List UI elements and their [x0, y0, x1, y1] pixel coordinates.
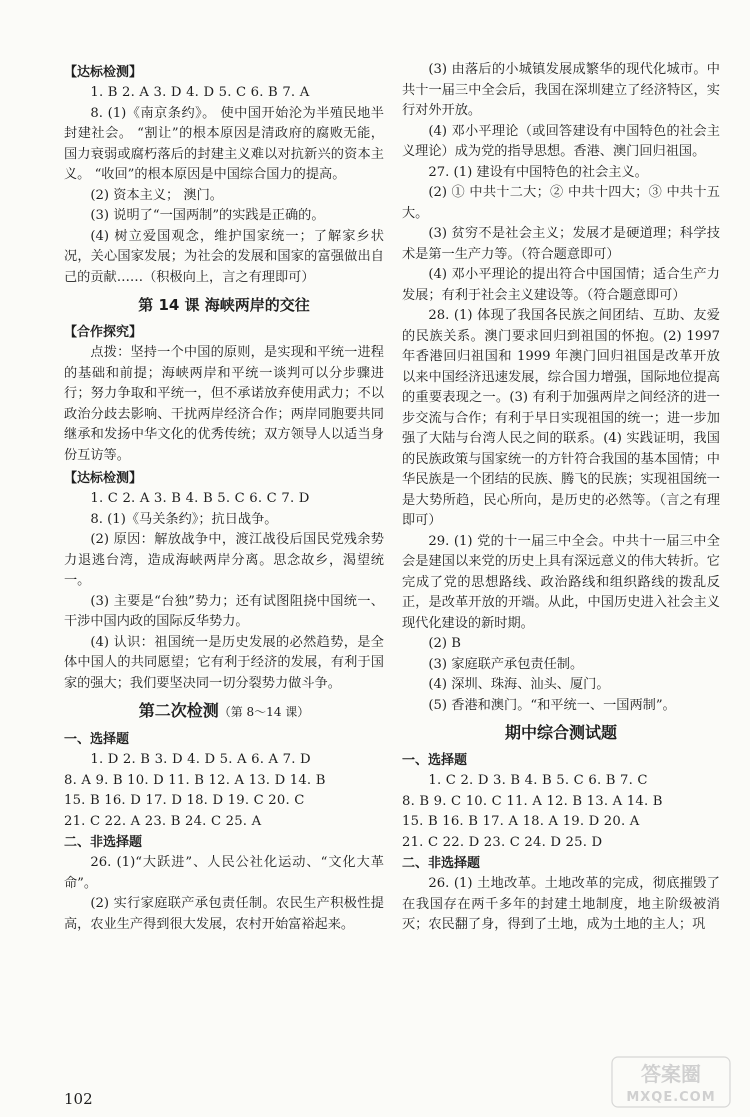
lesson-title: 第 14 课 海峡两岸的交往 [138, 296, 310, 314]
answer-27-1: 27. (1) 建设有中国特色的社会主义。 [428, 164, 648, 180]
midterm-answers-row3: 15. B 16. B 17. A 18. A 19. D 20. A [402, 814, 640, 829]
answer-8b-part3: (3) 主要是“台独”势力；还有试图阻挠中国统一、干涉中国内政的国际反华势力。 [64, 593, 384, 629]
left-column [64, 60, 384, 935]
section-tag-practice: 【达标检测】 [64, 65, 143, 80]
answer-26-3: (3) 由落后的小城镇发展成繁华的现代化城市。中共十一届三中全会后，我国在深圳建立了经济特区，实行对外开放。 [402, 62, 720, 118]
answer-8-part4: (4) 树立爱国观念，维护国家统一；了解家乡状况，关心国家发展；为社会的发展和国家的富强做出自己的贡献……（积极向上，言之有理即可） [64, 228, 384, 285]
test2-answers-row2: 8. A 9. B 10. D 11. B 12. A 13. D 14. B [64, 772, 326, 788]
answer-29-1: 29. (1) 党的十一届三中全会。中共十一届三中全会是建国以来党的历史上具有深远意义的伟大转折。它完成了党的思想路线、政治路线和组织路线的拨乱反正，是改革开放的开端。从此，中国历史进入社会主义现代化建设的新时期。 [402, 533, 720, 631]
midterm-answers-row2: 8. B 9. C 10. C 11. A 12. B 13. A 14. B [402, 793, 663, 809]
midterm-section-nonchoice: 二、非选择题 [402, 856, 481, 871]
watermark-bottom-text: MXQE.COM [626, 1090, 716, 1105]
midterm-section-choice: 一、选择题 [402, 753, 468, 768]
answer-29-3: (3) 家庭联产承包责任制。 [428, 656, 584, 672]
midterm-answers-row4: 21. C 22. D 23. C 24. D 25. D [402, 834, 603, 850]
page-number: 102 [64, 1090, 93, 1108]
right-column [402, 60, 720, 936]
answer-8b-part4: (4) 认识：祖国统一是历史发展的必然趋势，是全体中国人的共同愿望；它有利于经济的发展，有利于国家的强大；我们要坚决同一切分裂势力做斗争。 [64, 634, 384, 691]
answer-29-5: (5) 香港和澳门。“和平统一、一国两制”。 [428, 697, 676, 713]
test2-section-choice: 一、选择题 [64, 732, 130, 747]
watermark-top-text: 答案圈 [641, 1062, 701, 1086]
answer-28: 28. (1) 体现了我国各民族之间团结、互助、友爱的民族关系。澳门要求回归到祖国的怀抱。(2) 1997 年香港回归祖国和 1999 年澳门回归祖国是改革开放以来中国经济迅速发展，综合国力增强，国际地位提高的重要表现之一。(3) 有利于加强两岸之间经济的进一步交流与合作；有利于早日实现祖国的统一；进一步加强了大陆与台湾人民之间的联系。(4) 实践证明，我国的民族政策与国家统一的方针符合我国的基本国情；中华民族是一个团结的民族、腾飞的民族；实现祖国统一是大势所趋，民心所向，是历史的必然等。（言之有理即可） [402, 308, 720, 528]
choice-answers: 1. B 2. A 3. D 4. D 5. C 6. B 7. A [90, 85, 310, 100]
answer-27-3: (3) 贫穷不是社会主义；发展才是硬道理；科学技术是第一生产力等。（符合题意即可） [402, 226, 720, 262]
answer-8b-part1: 8. (1)《马关条约》；抗日战争。 [90, 511, 278, 527]
answer-8-part2: (2) 资本主义； 澳门。 [90, 187, 223, 203]
answer-27-2: (2) ① 中共十二大；② 中共十四大；③ 中共十五大。 [402, 185, 720, 221]
section-tag-practice-2: 【达标检测】 [64, 471, 143, 486]
test2-answer-26-2: (2) 实行家庭联产承包责任制。农民生产积极性提高，农业生产得到很大发展，农村开始富裕起来。 [64, 896, 384, 932]
test2-title-text: 第二次检测 [138, 701, 219, 720]
test2-subtitle: （第 8～14 课） [218, 705, 310, 719]
answer-8-part3: (3) 说明了“一国两制”的实践是正确的。 [90, 208, 325, 223]
answer-27-4: (4) 邓小平理论的提出符合中国国情；适合生产力发展；有利于社会主义建设等。（符合题意即可） [402, 267, 720, 303]
section-tag-explore: 【合作探究】 [64, 325, 143, 340]
test2-answer-26-1: 26. (1)“大跃进”、人民公社化运动、“文化大革命”。 [64, 855, 384, 891]
answer-29-2: (2) B [428, 636, 461, 651]
midterm-answer-26: 26. (1) 土地改革。土地改革的完成，彻底摧毁了在我国存在两千多年的封建土地制度，地主阶级被消灭；农民翻了身，得到了土地，成为土地的主人；巩 [402, 876, 720, 932]
explore-hint: 点拨：坚持一个中国的原则，是实现和平统一进程的基础和前提；海峡两岸和平统一谈判可以分步骤进行；努力争取和平统一，但不承诺放弃使用武力；不以政治分歧去影响、干扰两岸经济合作；两岸同胞要共同继承和发扬中华文化的优秀传统；双方领导人以适当身份互访等。 [64, 345, 384, 463]
answer-8b-part2: (2) 原因：解放战争中，渡江战役后国民党残余势力退逃台湾，造成海峡两岸分离。思念故乡，渴望统一。 [64, 532, 384, 588]
answer-29-4: (4) 深圳、珠海、汕头、厦门。 [428, 677, 610, 692]
answer-8-part1: 8. (1)《南京条约》。 使中国开始沦为半殖民地半封建社会。 “割让”的根本原因是清政府的腐败无能，国力衰弱或腐朽落后的封建主义难以对抗新兴的资本主义。 “收回”的根本原因是中国综合国力的提高。 [64, 105, 384, 182]
midterm-answers-row1: 1. C 2. D 3. B 4. B 5. C 6. B 7. C [428, 773, 648, 788]
test2-answers-row4: 21. C 22. A 23. B 24. C 25. A [64, 813, 262, 829]
watermark-logo [610, 1055, 732, 1109]
choice-answers-2: 1. C 2. A 3. B 4. B 5. C 6. C 7. D [90, 491, 310, 506]
test2-section-nonchoice: 二、非选择题 [64, 835, 143, 850]
test2-answers-row3: 15. B 16. D 17. D 18. D 19. C 20. C [64, 793, 305, 808]
midterm-title: 期中综合测试题 [504, 723, 617, 742]
answer-26-4: (4) 邓小平理论（或回答建设有中国特色的社会主义理论）成为党的指导思想。香港、澳门回归祖国。 [402, 123, 720, 159]
test2-title [64, 696, 384, 727]
test2-answers-row1: 1. D 2. B 3. D 4. D 5. A 6. A 7. D [90, 752, 311, 767]
